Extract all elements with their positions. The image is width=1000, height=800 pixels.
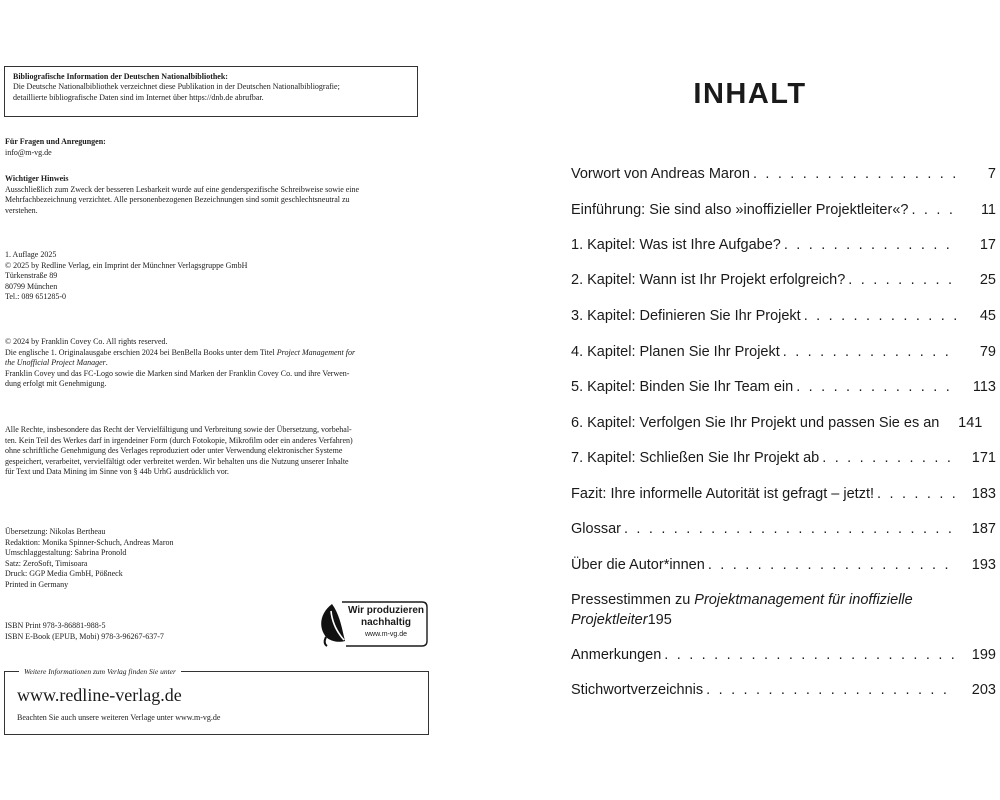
credit-editing: Redaktion: Monika Spinner-Schuch, Andreas Maron [5,537,174,547]
toc-entry[interactable] [571,680,996,700]
toc-entry-label: 1. Kapitel: Was ist Ihre Aufgabe? [571,237,781,253]
toc-entry[interactable] [571,555,996,575]
toc-entry-page: 11 [980,202,996,218]
original-edition-text: Die englische 1. Originalausgabe erschien 2024 bei BenBella Books unter dem Titel [5,347,277,357]
credits-block [5,527,433,590]
toc-entry-page: 199 [971,647,996,663]
toc-entry[interactable] [571,645,996,665]
toc-leader-dots [796,377,956,397]
biblio-heading: Bibliografische Information der Deutschen Nationalbibliothek: [13,72,228,81]
credit-translation: Übersetzung: Nikolas Bertheau [5,527,106,536]
toc-entry-label: 7. Kapitel: Schließen Sie Ihr Projekt ab [571,450,820,466]
biblio-line: Die Deutsche Nationalbibliothek verzeichnet diese Publikation in der Deutschen Nationalbibliografie; [13,82,340,92]
rights-line: ohne schriftliche Genehmigung des Verlages reproduziert oder unter Verwendung elektronischer Systeme [5,446,343,455]
toc-entry[interactable] [571,590,996,630]
toc-entry[interactable] [571,413,996,433]
sustainability-badge [318,599,430,649]
questions-heading: Für Fragen und Anregungen: [5,137,106,146]
toc-entry-page: 203 [971,682,996,698]
toc-leader-dots [708,555,956,575]
toc-entry-page: 7 [987,166,996,182]
bibliographic-info-box [4,66,418,117]
rights-line: Alle Rechte, insbesondere das Recht der Vervielfältigung und Verbreitung sowie der Übersetzung, vorbehal- [5,425,352,434]
toc-entry-label: Vorwort von Andreas Maron [571,166,750,182]
toc-entry-page: 141 [958,415,983,431]
toc-leader-dots [877,484,956,504]
copyright-line: © 2025 by Redline Verlag, ein Imprint der Münchner Verlagsgruppe GmbH [5,260,248,270]
notice-heading: Wichtiger Hinweis [5,174,69,183]
notice-line: Mehrfachbezeichnung verzichtet. Alle personenbezogenen Bezeichnungen sind somit geschlechtsneutral zu [5,195,350,204]
rights-line: ten. Kein Teil des Werkes darf in irgendeiner Form (durch Fotokopie, Mikrofilm oder ein anderes Verfahren) [5,435,353,445]
toc-entry-page: 45 [979,308,996,324]
toc-entry-label: Anmerkungen [571,647,662,663]
isbn-print: ISBN Print 978-3-86881-988-5 [5,621,106,630]
toc-entry[interactable] [571,377,996,397]
toc-leader-dots [822,448,956,468]
badge-line-1: Wir produzieren [347,605,425,616]
original-copyright: © 2024 by Franklin Covey Co. All rights reserved. [5,337,168,346]
toc-entry-label: 6. Kapitel: Verfolgen Sie Ihr Projekt und passen Sie es an [571,415,940,431]
toc-entry-page: 195 [647,612,672,628]
questions-block [5,137,433,158]
rights-line: für Text und Data Mining im Sinne von § 44b UrhG ausdrücklich vor. [5,467,229,476]
toc-entry-label: 2. Kapitel: Wann ist Ihr Projekt erfolgreich? [571,272,846,288]
publisher-info-box [4,667,429,735]
toc-leader-dots [624,519,956,539]
rights-line: gespeichert, verarbeitet, vervielfältigt oder verbreitet werden. Wir behalten uns die Nutzung unserer Inhalte [5,456,349,466]
address-street: Türkenstraße 89 [5,271,58,280]
toc-entry-page: 25 [979,272,996,288]
trademark-line: dung erfolgt mit Genehmigung. [5,379,107,388]
toc-leader-dots [784,235,956,255]
biblio-line: detaillierte bibliografische Daten sind im Internet über https://dnb.de abrufbar. [13,92,264,102]
toc-entry[interactable] [571,448,996,468]
toc-entry-label: Stichwortverzeichnis [571,682,704,698]
original-title: Project Management for [276,347,356,357]
toc-entry[interactable] [571,235,996,255]
badge-text [346,605,426,629]
toc-entry-label: 3. Kapitel: Definieren Sie Ihr Projekt [571,308,801,324]
credit-cover: Umschlaggestaltung: Sabrina Pronold [5,548,127,557]
toc-entry-label: 5. Kapitel: Binden Sie Ihr Team ein [571,379,794,395]
toc-leader-dots [848,270,956,290]
toc-entry[interactable] [571,200,996,220]
toc-entry-page: 187 [971,521,996,537]
toc-entry-book-title-continued: Projektleiter [571,612,648,628]
toc-entry[interactable] [571,342,996,362]
toc-leader-dots [911,200,956,220]
toc-entry-label: Glossar [571,521,621,537]
edition-block [5,250,433,303]
toc-entry[interactable] [571,519,996,539]
toc-title: INHALT [693,78,807,110]
toc-leader-dots [804,306,956,326]
contact-email: info@m-vg.de [5,147,52,157]
publisher-website[interactable]: www.redline-verlag.de [17,685,182,705]
toc-entry-page: 17 [979,237,996,253]
leaf-icon [318,601,348,647]
toc-entry-label: Fazit: Ihre informelle Autorität ist gefragt – jetzt! [571,486,875,502]
toc-entry-book-title: Projektmanagement für inoffizielle [694,592,913,608]
important-notice-block [5,174,433,216]
toc-entry[interactable] [571,484,996,504]
toc-entry[interactable] [571,164,996,184]
credit-printing: Druck: GGP Media GmbH, Pößneck [5,569,123,578]
original-edition-block [5,337,433,390]
toc-entry-page: 113 [972,379,996,395]
badge-line-2: nachhaltig [360,617,411,628]
toc-entry-label: Einführung: Sie sind also »inoffizieller Projektleiter«? [571,202,909,218]
publisher-info-legend: Weitere Informationen zum Verlag finden Sie unter [19,666,181,677]
toc-leader-dots [753,164,956,184]
original-title-continued: the Unofficial Project Manager [5,358,106,367]
toc-entry-label: 4. Kapitel: Planen Sie Ihr Projekt [571,344,780,360]
credit-typesetting: Satz: ZeroSoft, Timisoara [5,558,88,568]
toc-entry-label: Über die Autor*innen [571,557,705,573]
toc-entry-label: Pressestimmen zu [571,592,695,608]
edition-line: 1. Auflage 2025 [5,250,57,259]
original-title-period: . [105,358,108,367]
toc-entry-page: 193 [971,557,996,573]
toc-entry-page: 171 [971,450,996,466]
toc-leader-dots [706,680,956,700]
contents-page [500,0,1000,800]
trademark-line: Franklin Covey und das FC-Logo sowie die Marken sind Marken der Franklin Covey Co. und ihre Verwen- [5,368,350,378]
badge-url: www.m-vg.de [364,631,407,638]
notice-line: verstehen. [5,205,38,215]
publisher-note: Beachten Sie auch unsere weiteren Verlage unter www.m-vg.de [17,713,221,722]
credit-printed-in: Printed in Germany [5,579,69,589]
phone: Tel.: 089 651285-0 [5,292,66,301]
notice-line: Ausschließlich zum Zweck der besseren Lesbarkeit wurde auf eine genderspezifische Schreibweise sowie eine [5,184,360,194]
rights-block [5,425,433,478]
toc-leader-dots [664,645,956,665]
toc-entry-page: 79 [979,344,996,360]
toc-entry[interactable] [571,306,996,326]
toc-entry[interactable] [571,270,996,290]
toc-leader-dots [783,342,956,362]
address-city: 80799 München [5,281,58,291]
isbn-ebook: ISBN E-Book (EPUB, Mobi) 978-3-96267-637-7 [5,631,164,641]
toc-entry-page: 183 [971,486,996,502]
